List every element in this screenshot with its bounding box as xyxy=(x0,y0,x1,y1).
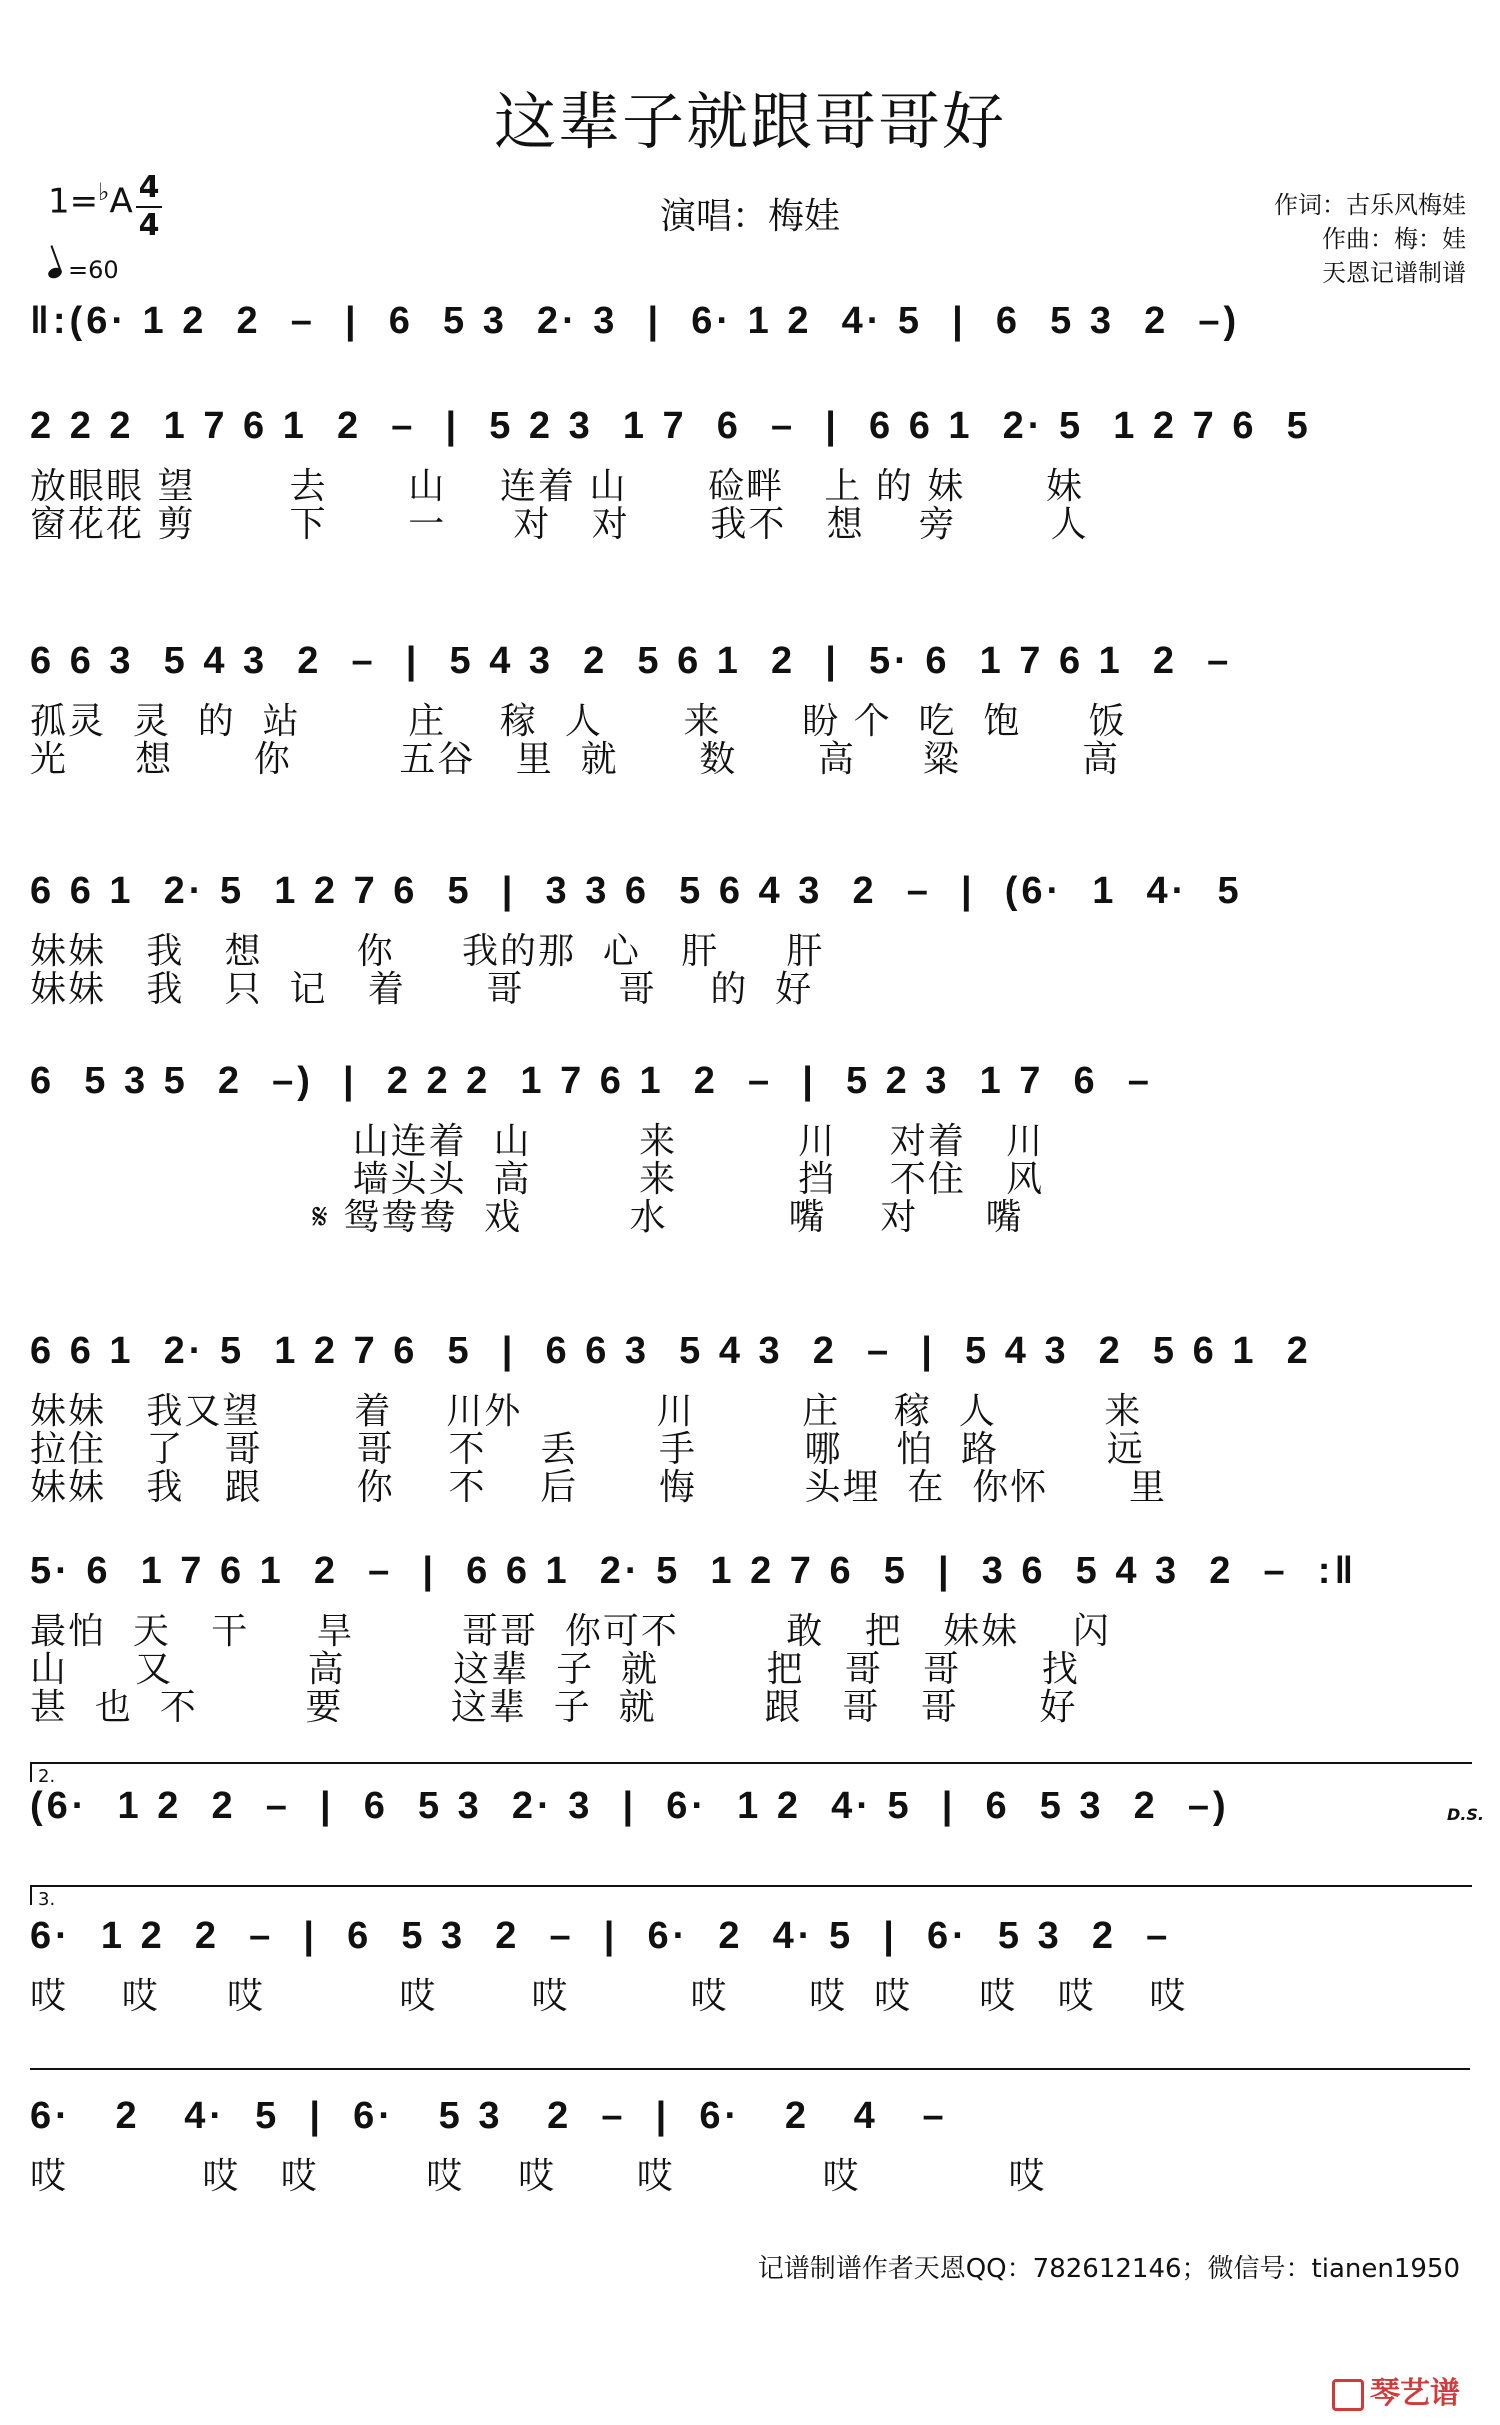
volta-bracket-3 xyxy=(30,1885,1472,1910)
notes-row: 6· 1 2 2 – | 6 5 3 2 – | 6· 2 4· 5 | 6· 5 3 2 – xyxy=(30,1915,1172,1957)
notes-row: 2 2 2 1 7 6 1 2 – | 5 2 3 1 7 6 – | 6 6 1 2· 5 1 2 7 6 5 xyxy=(30,405,1312,447)
lyric-verse-2: 妹妹 我 只 记 着 哥 哥 的 好 xyxy=(30,969,814,1010)
lyric-verse-1: 哎 哎 哎 哎 哎 哎 哎 哎 xyxy=(30,2156,1047,2197)
notes-row: 6 6 1 2· 5 1 2 7 6 5 | 6 6 3 5 4 3 2 – | 5 4 3 2 5 6 1 2 xyxy=(30,1330,1312,1372)
lyric-verse-3: 𝄋 鸳鸯鸯 戏 水 嘴 对 嘴 xyxy=(30,1197,1024,1238)
volta-label: 2. xyxy=(38,1766,56,1787)
lyric-verse-1: 哎 哎 哎 哎 哎 哎 哎 哎 哎 哎 哎 xyxy=(30,1976,1188,2017)
notes-row: 6· 2 4· 5 | 6· 5 3 2 – | 6· 2 4 – xyxy=(30,2095,948,2137)
flat-sign: ♭ xyxy=(98,178,110,206)
composer-credit: 作曲：梅：娃 xyxy=(1322,225,1466,253)
singer-credit: 演唱：梅娃 xyxy=(659,196,840,237)
engraver-credit: 天恩记谱制谱 xyxy=(1322,259,1466,287)
quarter-note-icon xyxy=(47,266,64,280)
site-logo xyxy=(1332,2368,1460,2412)
notes-row: 6 6 3 5 4 3 2 – | 5 4 3 2 5 6 1 2 | 5· 6 1 7 6 1 2 – xyxy=(30,640,1233,682)
system-divider xyxy=(30,2068,1470,2070)
lyric-verse-3: 甚 也 不 要 这辈 子 就 跟 哥 哥 好 xyxy=(30,1687,1078,1728)
lyricist-credit: 作词：古乐风梅娃 xyxy=(1274,191,1466,219)
lyric-verse-1: 孤灵 灵 的 站 庄 稼 人 来 盼 个 吃 饱 饭 xyxy=(30,701,1127,742)
notes-row: 6 5 3 5 2 –) | 2 2 2 1 7 6 1 2 – | 5 2 3 1 7 6 – xyxy=(30,1060,1153,1102)
lyric-verse-1: 妹妹 我 想 你 我的那 心 肝 肝 xyxy=(30,931,825,972)
lyric-verse-2: 墙头头 高 来 挡 不住 风 xyxy=(30,1159,1045,1200)
lyric-verse-1: 山连着 山 来 川 对着 川 xyxy=(30,1121,1045,1162)
volta-bracket-2 xyxy=(30,1762,1472,1787)
logo-text: 琴艺谱 xyxy=(1370,2376,1460,2411)
notes-row: ‖:(6· 1 2 2 – | 6 5 3 2· 3 | 6· 1 2 4· 5 | 6 5 3 2 –) xyxy=(30,300,1241,342)
lyric-verse-2: 山 又 高 这辈 子 就 把 哥 哥 找 xyxy=(30,1649,1080,1690)
lyric-verse-3: 妹妹 我 跟 你 不 后 悔 头埋 在 你怀 里 xyxy=(30,1467,1167,1508)
meter-bottom: 4 xyxy=(138,208,160,243)
notes-row: 5· 6 1 7 6 1 2 – | 6 6 1 2· 5 1 2 7 6 5 | 3 6 5 4 3 2 – :‖ xyxy=(30,1550,1358,1592)
notes-row: (6· 1 2 2 – | 6 5 3 2· 3 | 6· 1 2 4· 5 | 6 5 3 2 –) xyxy=(30,1785,1230,1827)
lyric-verse-2: 拉住 了 哥 哥 不 丢 手 哪 怕 路 远 xyxy=(30,1429,1145,1470)
volta-label: 3. xyxy=(38,1889,56,1910)
key-prefix: 1= xyxy=(48,181,99,222)
tempo-mark xyxy=(48,256,119,284)
lyric-verse-1: 放眼眼 望 去 山 连着 山 硷畔 上 的 妹 妹 xyxy=(30,466,1084,507)
dal-segno-mark: D.S. xyxy=(1447,1805,1484,1824)
notes-row: 6 6 1 2· 5 1 2 7 6 5 | 3 3 6 5 6 4 3 2 – | (6· 1 4· 5 xyxy=(30,870,1243,912)
lyric-verse-1: 妹妹 我又望 着 川外 川 庄 稼 人 来 xyxy=(30,1391,1143,1432)
meter-top: 4 xyxy=(138,170,160,205)
key-note: A xyxy=(109,181,133,222)
engraver-contact: 记谱制谱作者天恩QQ：782612146；微信号：tianen1950 xyxy=(757,2254,1460,2284)
lyric-verse-2: 光 想 你 五谷 里 就 数 高 粱 高 xyxy=(30,739,1121,780)
lyric-verse-1: 最怕 天 干 旱 哥哥 你可不 敢 把 妹妹 闪 xyxy=(30,1611,1111,1652)
logo-icon xyxy=(1332,2379,1364,2411)
song-title: 这辈子就跟哥哥好 xyxy=(493,85,1006,158)
credits-block xyxy=(1274,188,1466,290)
lyric-verse-2: 窗花花 剪 下 一 对 对 我不 想 旁 人 xyxy=(30,504,1089,545)
tempo-value: =60 xyxy=(68,256,119,284)
